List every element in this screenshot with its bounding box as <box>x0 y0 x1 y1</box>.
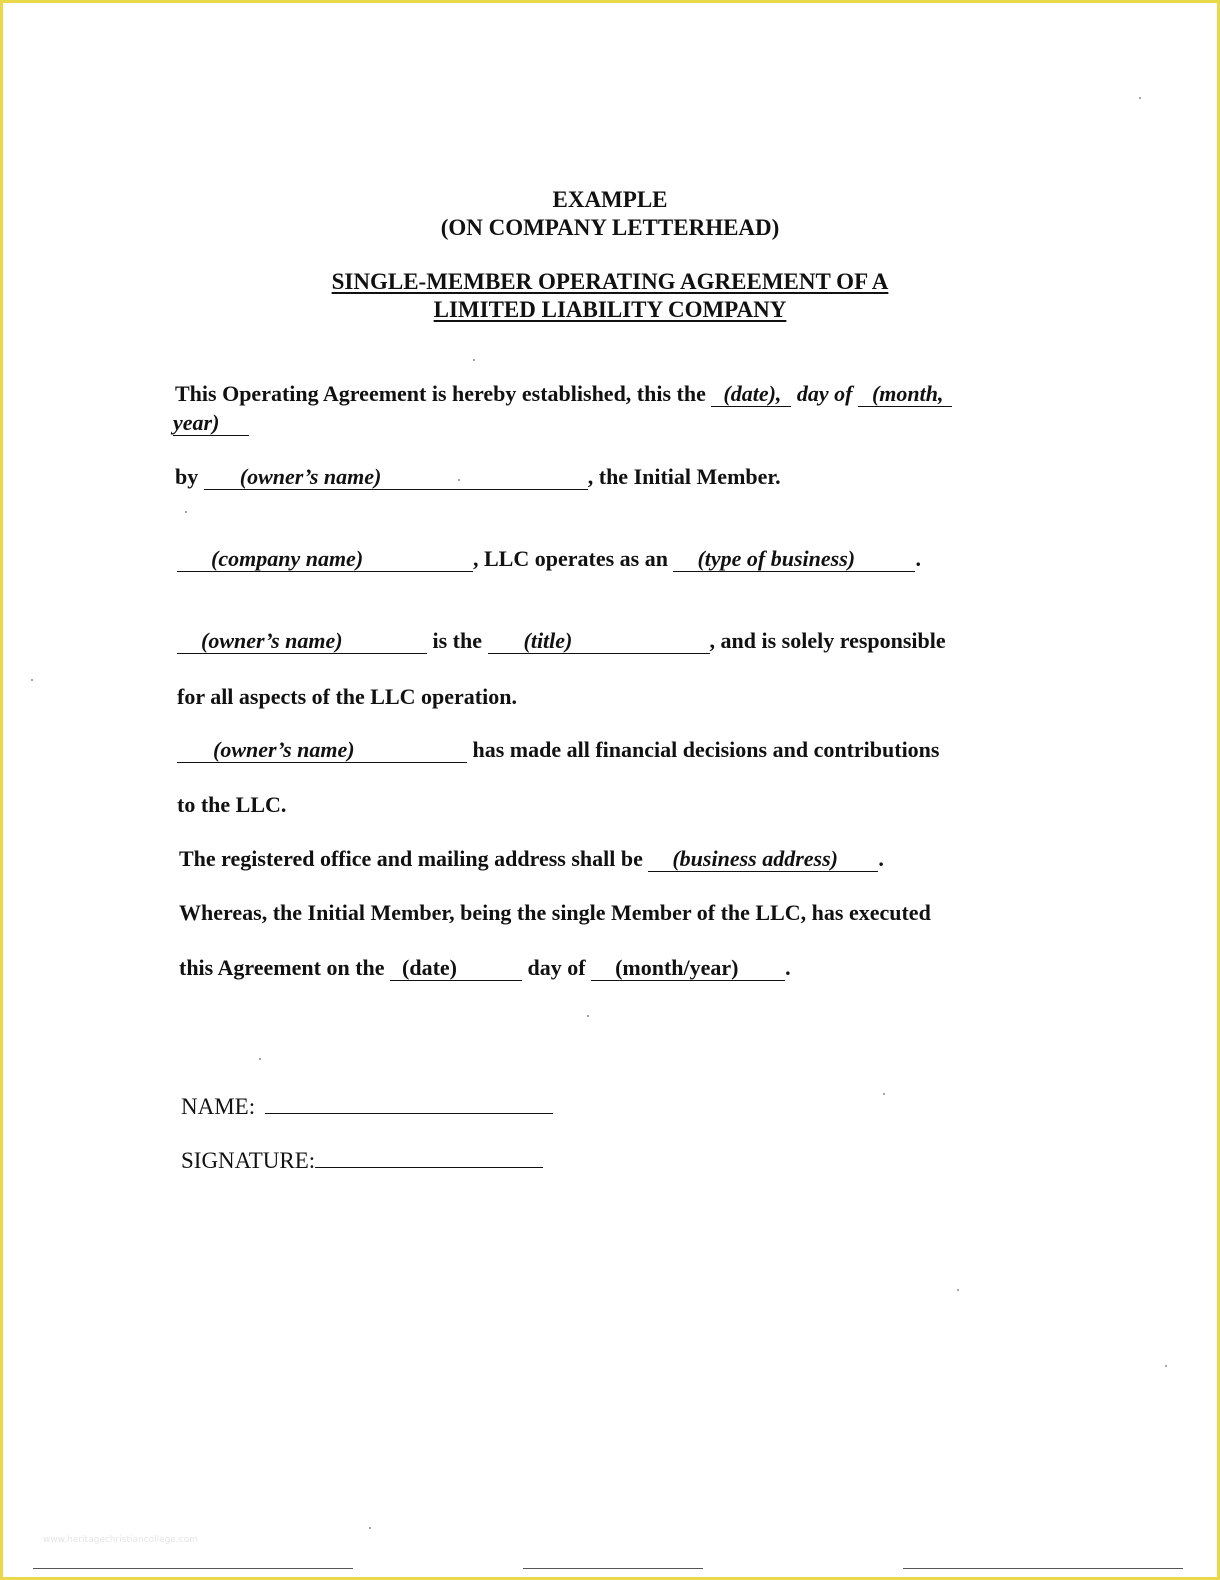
paragraph-established-cont <box>173 409 249 437</box>
document-title-line-1: SINGLE-MEMBER OPERATING AGREEMENT OF A <box>331 269 889 294</box>
paragraph-whereas: Whereas, the Initial Member, being the single Member of the LLC, has executed <box>179 900 931 925</box>
scan-speck <box>957 1289 959 1291</box>
name-field-row <box>181 1093 553 1121</box>
paragraph-all-aspects: for all aspects of the LLC operation. <box>177 684 517 709</box>
paragraph-by-owner: by (owner’s name) , the Initial Member. <box>175 464 781 489</box>
name-label: NAME: <box>181 1094 256 1119</box>
letterhead-note: (ON COMPANY LETTERHEAD) <box>440 215 780 240</box>
owner-name-blank: (owner’s name) <box>204 465 588 490</box>
paragraph-owner-title: (owner’s name) is the (title) , and is solely responsible <box>177 627 946 655</box>
name-line[interactable] <box>265 1095 553 1114</box>
execution-month-year-blank: (month/year) <box>591 956 785 981</box>
bottom-scan-edge <box>33 1568 353 1569</box>
document-title-line-2: LIMITED LIABILITY COMPANY <box>433 297 787 322</box>
month-blank: (month, <box>858 382 952 407</box>
paragraph-company: (company name) , LLC operates as an (type of business) . <box>177 545 921 573</box>
watermark-text: www.heritagechristiancollege.com <box>43 1535 198 1545</box>
paragraph-to-llc: to the LLC. <box>177 792 287 817</box>
signature-field-row <box>181 1147 543 1175</box>
scan-speck <box>31 679 33 681</box>
example-heading: EXAMPLE <box>552 187 668 212</box>
scan-speck <box>185 511 187 513</box>
scan-speck <box>458 479 460 481</box>
paragraph-established: This Operating Agreement is hereby established, this the (date), day of (month, <box>175 380 952 408</box>
owner-name-blank-2: (owner’s name) <box>177 629 427 654</box>
scan-speck <box>473 359 475 361</box>
scan-speck <box>883 1093 885 1095</box>
signature-line[interactable] <box>315 1149 543 1168</box>
scan-speck <box>259 1058 261 1060</box>
scan-speck <box>1165 1365 1167 1367</box>
company-name-blank: (company name) <box>177 547 473 572</box>
title-blank: (title) <box>488 629 710 654</box>
date-blank: (date), <box>711 382 791 407</box>
owner-name-blank-3: (owner’s name) <box>177 738 467 763</box>
scan-speck <box>369 1527 371 1529</box>
paragraph-financial: (owner’s name) has made all financial decisions and contributions <box>177 736 939 764</box>
paragraph-executed: this Agreement on the (date) day of (month/year) . <box>179 955 791 980</box>
paragraph-registered-office: The registered office and mailing address shall be (business address) . <box>179 846 884 871</box>
signature-label: SIGNATURE: <box>181 1148 316 1173</box>
scan-speck <box>587 1015 589 1017</box>
type-of-business-blank: (type of business) <box>673 547 915 572</box>
bottom-scan-edge <box>903 1568 1183 1569</box>
scan-speck <box>1139 97 1141 99</box>
bottom-scan-edge <box>523 1568 703 1569</box>
execution-date-blank: (date) <box>390 956 522 981</box>
year-blank: year) <box>173 411 249 436</box>
business-address-blank: (business address) <box>648 847 878 872</box>
